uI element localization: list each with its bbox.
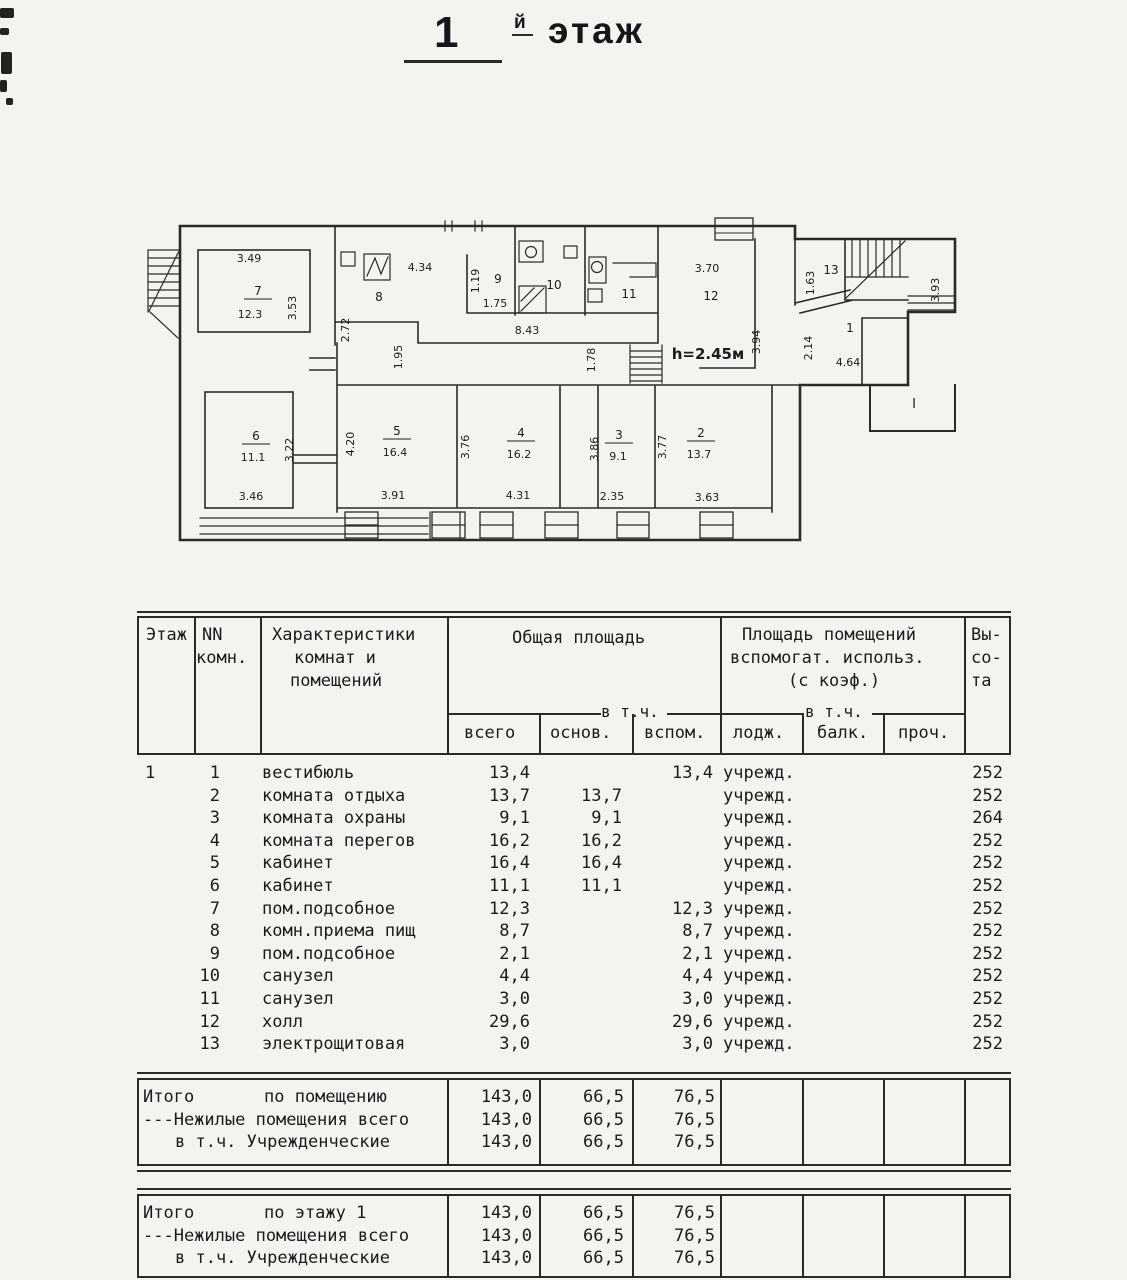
cell-aux: 8,7 (682, 921, 713, 942)
cell-name: пом.подсобное (262, 943, 396, 964)
plan-label-3.76: 3.76 (459, 434, 472, 460)
table-row-12 (137, 1011, 1011, 1034)
header-height3: та (971, 671, 992, 691)
totals-scope: по этажу 1 (264, 1203, 367, 1223)
stairs-top-right (845, 239, 908, 298)
totals1-bottom-line (137, 1170, 1011, 1172)
totals-total: 143,0 (480, 1225, 532, 1246)
totals-label: ---Нежилые помещения всего (143, 1109, 410, 1130)
totals-total: 143,0 (480, 1248, 532, 1269)
header-group-aux2: вспомогат. использ. (730, 648, 925, 668)
title-underline (404, 60, 502, 63)
cell-floor: 1 (145, 763, 156, 783)
header-lodzh: лодж. (733, 723, 785, 743)
cell-name: пом.подсобное (262, 898, 396, 919)
plan-label-3.94: 3.94 (750, 329, 763, 355)
cell-total: 29,6 (489, 1011, 530, 1032)
cell-main: 13,7 (581, 785, 622, 806)
room-number-10: 10 (546, 278, 562, 292)
cell-nn: 1 (209, 763, 220, 783)
title-suffix-underline (512, 34, 533, 36)
cell-main: 16,2 (581, 830, 622, 851)
totals1-top-line (137, 1072, 1011, 1074)
totals-scope: по помещению (264, 1087, 387, 1107)
totals-aux: 76,5 (674, 1132, 715, 1153)
totals-total: 143,0 (480, 1203, 532, 1223)
cell-total: 3,0 (499, 1034, 530, 1055)
header-vsego: всего (464, 723, 516, 743)
totals-main: 66,5 (583, 1087, 624, 1107)
page-title-suffix: й (514, 12, 526, 33)
room-number-1: 1 (846, 321, 854, 335)
cell-nn: 6 (209, 876, 220, 896)
plan-label-4.34: 4.34 (407, 261, 433, 274)
cell-note: учрежд. (723, 876, 795, 896)
totals-label: в т.ч. Учрежденческие (175, 1132, 390, 1153)
totals-main: 66,5 (583, 1203, 624, 1223)
scan-artifact (1, 52, 12, 74)
table-top-outer-line (137, 611, 1011, 613)
room-number-2: 2 (697, 426, 705, 440)
scan-artifact (0, 80, 7, 92)
room-number-7: 7 (254, 284, 262, 298)
plan-label-1.75: 1.75 (482, 297, 508, 310)
plan-label-13.7: 13.7 (686, 448, 712, 461)
plan-label-3.22: 3.22 (283, 437, 296, 463)
cell-total: 2,1 (499, 943, 530, 964)
plan-label-3.49: 3.49 (236, 252, 262, 265)
scan-artifact (0, 8, 14, 18)
scan-artifact (0, 28, 9, 35)
header-nn: NN (202, 625, 223, 645)
table-row-13 (137, 1033, 1011, 1056)
totals-label: ---Нежилые помещения всего (143, 1225, 410, 1246)
stoop-band (200, 512, 460, 540)
totals-row (139, 1131, 1013, 1154)
header-proch: проч. (898, 723, 950, 743)
plan-label-9.1: 9.1 (609, 450, 627, 463)
cell-name: санузел (262, 966, 334, 987)
header-vspom: вспом. (644, 723, 706, 743)
cell-main: 16,4 (581, 853, 622, 874)
totals-label: в т.ч. Учрежденческие (175, 1248, 390, 1269)
cell-nn: 5 (209, 853, 220, 874)
cell-total: 11,1 (489, 876, 530, 896)
plan-label-2.35: 2.35 (599, 490, 625, 503)
cell-name: вестибюль (262, 763, 355, 783)
cell-aux: 2,1 (682, 943, 713, 964)
plan-label-12.3: 12.3 (237, 308, 263, 321)
page-title-word: этаж (548, 10, 645, 51)
room-number-3: 3 (615, 428, 623, 442)
plan-label-3.46: 3.46 (238, 490, 264, 503)
cell-height: 252 (972, 876, 1003, 896)
table-row-3 (137, 807, 1011, 830)
plan-label-1.63: 1.63 (804, 270, 817, 296)
plan-label-8.43: 8.43 (514, 324, 540, 337)
totals-label: Итого (143, 1203, 195, 1223)
totals-aux: 76,5 (674, 1087, 715, 1107)
totals-aux: 76,5 (674, 1248, 715, 1269)
cell-nn: 4 (209, 830, 220, 851)
totals-aux: 76,5 (674, 1203, 715, 1223)
header-char1: Характеристики (272, 625, 416, 645)
cell-name: электрощитовая (262, 1034, 406, 1055)
header-vtch-left: в т.ч. (601, 702, 659, 721)
table-row-5 (137, 852, 1011, 875)
cell-nn: 9 (209, 943, 220, 964)
cell-note: учрежд. (723, 898, 795, 919)
cell-total: 3,0 (499, 989, 530, 1009)
header-balk: балк. (817, 723, 869, 743)
cell-name: кабинет (262, 876, 334, 896)
cell-total: 13,4 (489, 763, 530, 783)
plan-label-3.91: 3.91 (380, 489, 406, 502)
stairs-hall (630, 345, 662, 383)
cell-height: 252 (972, 921, 1003, 942)
cell-height: 264 (972, 808, 1003, 829)
header-group-aux3: (с коэф.) (788, 671, 881, 691)
cell-total: 16,4 (489, 853, 530, 874)
plan-label-2.72: 2.72 (339, 317, 352, 343)
page-title-floor-number: 1 (434, 8, 459, 57)
plan-label-4.20: 4.20 (344, 431, 357, 457)
cell-nn: 11 (199, 989, 220, 1009)
totals2-top-line (137, 1188, 1011, 1190)
cell-total: 13,7 (489, 785, 530, 806)
cell-name: комната перегов (262, 830, 416, 851)
cell-note: учрежд. (723, 830, 795, 851)
cell-note: учрежд. (723, 785, 795, 806)
window-bay-top (715, 218, 753, 240)
cell-nn: 13 (199, 1034, 220, 1055)
cell-total: 16,2 (489, 830, 530, 851)
room-number-9: 9 (494, 272, 502, 286)
header-char3: помещений (290, 671, 383, 691)
totals-main: 66,5 (583, 1132, 624, 1153)
cell-height: 252 (972, 830, 1003, 851)
cell-note: учрежд. (723, 1034, 795, 1055)
cell-name: санузел (262, 989, 334, 1009)
plan-label-3.53: 3.53 (286, 295, 299, 321)
table-row-9 (137, 943, 1011, 966)
totals-row (139, 1225, 1013, 1248)
header-height2: со- (971, 648, 1002, 668)
plan-label-3.77: 3.77 (656, 434, 669, 460)
cell-aux: 29,6 (672, 1011, 713, 1032)
header-group-aux1: Площадь помещений (742, 625, 916, 645)
plan-label-I: I (912, 397, 916, 412)
cell-note: учрежд. (723, 989, 795, 1009)
totals-total: 143,0 (480, 1132, 532, 1153)
cell-main: 11,1 (581, 876, 622, 896)
room-number-4: 4 (517, 426, 525, 440)
cell-name: комната отдыха (262, 785, 406, 806)
cell-height: 252 (972, 785, 1003, 806)
plan-label-11.1: 11.1 (240, 451, 266, 464)
header-vtch-right: в т.ч. (805, 702, 863, 721)
cell-height: 252 (972, 1034, 1003, 1055)
cell-height: 252 (972, 989, 1003, 1009)
plan-label-1.95: 1.95 (392, 344, 405, 370)
cell-height: 252 (972, 1011, 1003, 1032)
cell-height: 252 (972, 853, 1003, 874)
table-row-8 (137, 920, 1011, 943)
cell-name: комната охраны (262, 808, 406, 829)
room-number-12: 12 (703, 289, 719, 303)
plan-labels (237, 252, 942, 504)
plan-label-4.31: 4.31 (505, 489, 531, 502)
cell-name: комн.приема пищ (262, 921, 416, 942)
plan-label-3.86: 3.86 (588, 436, 601, 462)
plan-label-1.78: 1.78 (585, 347, 598, 373)
cell-total: 12,3 (489, 898, 530, 919)
cell-height: 252 (972, 966, 1003, 987)
cell-nn: 10 (199, 966, 220, 987)
cell-note: учрежд. (723, 921, 795, 942)
cell-aux: 3,0 (682, 989, 713, 1009)
header-floor: Этаж (146, 625, 187, 645)
plan-interior-walls (293, 226, 908, 512)
totals-total: 143,0 (480, 1109, 532, 1130)
cell-note: учрежд. (723, 943, 795, 964)
cell-nn: 3 (209, 808, 220, 829)
cell-nn: 2 (209, 785, 220, 806)
plan-label-3.70: 3.70 (694, 262, 720, 275)
cell-nn: 8 (209, 921, 220, 942)
header-height1: Вы- (971, 625, 1002, 645)
cell-note: учрежд. (723, 808, 795, 829)
cell-main: 9,1 (591, 808, 622, 829)
totals-main: 66,5 (583, 1109, 624, 1130)
totals-block-floor (137, 1194, 1011, 1278)
cell-total: 9,1 (499, 808, 530, 829)
room-number-6: 6 (252, 429, 260, 443)
room-number-5: 5 (393, 424, 401, 438)
cell-nn: 7 (209, 898, 220, 919)
plan-label-3.93: 3.93 (929, 277, 942, 303)
plan-label-2.14: 2.14 (802, 335, 815, 361)
header-char2: комнат и (294, 648, 376, 668)
table-row-6 (137, 875, 1011, 898)
cell-height: 252 (972, 763, 1003, 783)
room-number-13: 13 (823, 263, 839, 277)
cell-note: учрежд. (723, 966, 795, 987)
totals-row (139, 1086, 1013, 1109)
cell-note: учрежд. (723, 1011, 795, 1032)
table-row-2 (137, 785, 1011, 808)
cell-aux: 3,0 (682, 1034, 713, 1055)
plan-label-16.4: 16.4 (382, 446, 408, 459)
plan-label-16.2: 16.2 (506, 448, 532, 461)
cell-name: кабинет (262, 853, 334, 874)
plan-outer-walls (180, 226, 955, 540)
cell-height: 252 (972, 898, 1003, 919)
cell-name: холл (262, 1011, 303, 1032)
cell-aux: 13,4 (672, 763, 713, 783)
table-row-1 (137, 762, 1011, 785)
totals-row (139, 1109, 1013, 1132)
table-row-7 (137, 898, 1011, 921)
cell-total: 8,7 (499, 921, 530, 942)
cell-total: 4,4 (499, 966, 530, 987)
plan-label-h=2.45м: h=2.45м (671, 345, 745, 363)
plan-label-4.64: 4.64 (835, 356, 861, 369)
cell-aux: 12,3 (672, 898, 713, 919)
stairs-left-external (148, 250, 180, 338)
totals-block-premises (137, 1078, 1011, 1166)
totals-label: Итого (143, 1087, 195, 1107)
cell-note: учрежд. (723, 763, 795, 783)
table-row-4 (137, 830, 1011, 853)
table-row-11 (137, 988, 1011, 1011)
totals-main: 66,5 (583, 1225, 624, 1246)
cell-nn: 12 (199, 1011, 220, 1032)
totals-aux: 76,5 (674, 1109, 715, 1130)
room-number-11: 11 (621, 287, 637, 301)
plan-label-1.19: 1.19 (469, 268, 482, 294)
floor-plan (140, 215, 975, 545)
scan-artifact (6, 98, 13, 105)
totals-aux: 76,5 (674, 1225, 715, 1246)
cell-aux: 4,4 (682, 966, 713, 987)
plan-label-3.63: 3.63 (694, 491, 720, 504)
header-osnov: основ. (550, 723, 612, 743)
table-row-10 (137, 965, 1011, 988)
cell-height: 252 (972, 943, 1003, 964)
totals-main: 66,5 (583, 1248, 624, 1269)
room-number-8: 8 (375, 290, 383, 304)
cell-note: учрежд. (723, 853, 795, 874)
header-nn2: комн. (196, 648, 248, 668)
header-group-total: Общая площадь (512, 628, 646, 648)
totals-total: 143,0 (480, 1087, 532, 1107)
totals-row (139, 1202, 1013, 1225)
totals-row (139, 1247, 1013, 1270)
